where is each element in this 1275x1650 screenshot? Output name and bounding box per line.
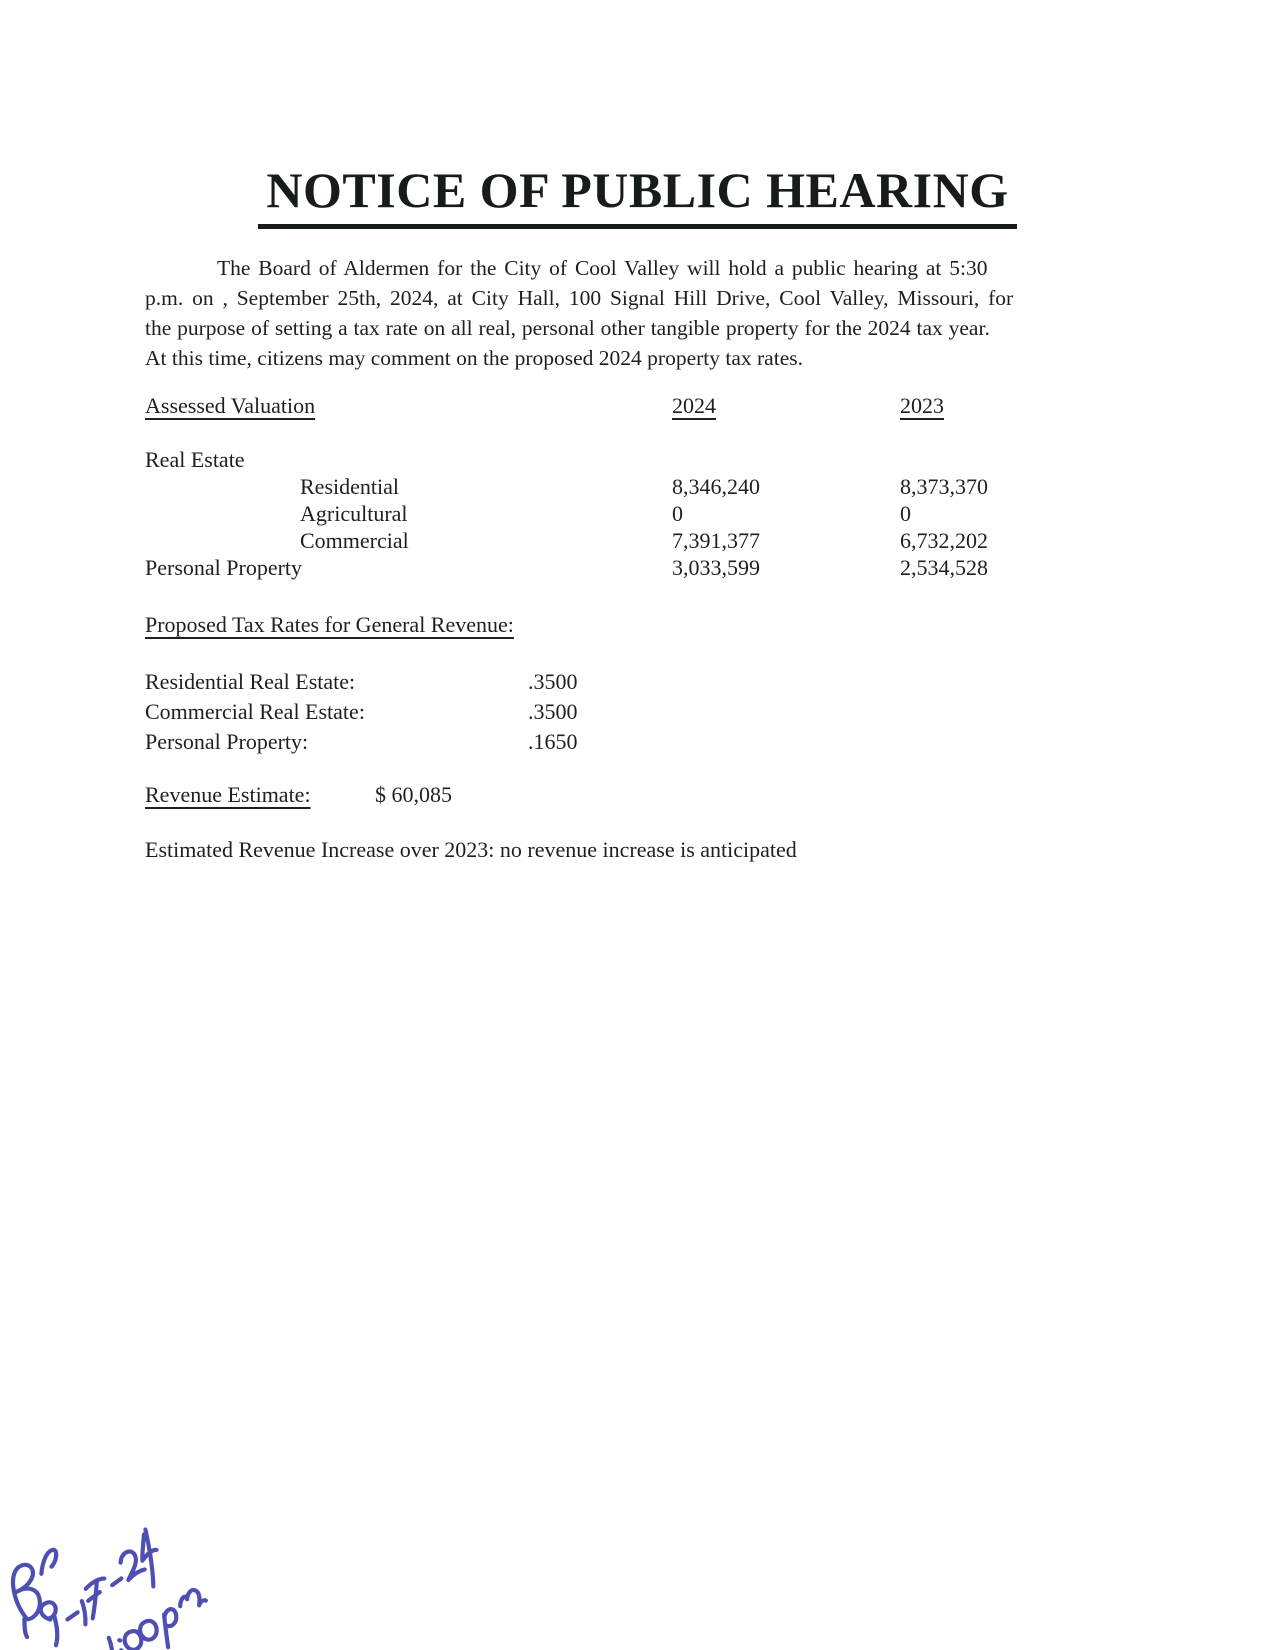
tax-rates-heading: Proposed Tax Rates for General Revenue: [145,612,514,637]
tax-rate-row [145,668,1205,695]
table-row [145,446,1205,473]
value-2024: 0 [672,501,683,526]
tax-rates-heading-row [145,611,1205,638]
revenue-increase-row [145,836,1205,863]
value-2023: 0 [900,501,911,526]
value-2024: 3,033,599 [672,555,760,580]
intro-line-4: At this time, citizens may comment on the proposed 2024 property tax rates. [145,346,803,370]
intro-line-3: the purpose of setting a tax rate on all real, personal other tangible property for the 2024 tax year. [145,316,990,340]
value-2024: 8,346,240 [672,474,760,499]
valuation-header-2024: 2024 [672,393,716,418]
rate-value: .3500 [528,699,578,724]
value-2023: 2,534,528 [900,555,988,580]
handwritten-note [6,1498,221,1650]
revenue-estimate-row [145,781,1205,808]
handwriting-icon [6,1498,221,1650]
intro-line-2: p.m. on , September 25th, 2024, at City Hall, 100 Signal Hill Drive, Cool Valley, Missouri, for [145,286,1014,310]
revenue-increase-note: Estimated Revenue Increase over 2023: no revenue increase is anticipated [145,837,797,862]
value-2023: 6,732,202 [900,528,988,553]
tax-rate-row [145,698,1205,725]
revenue-estimate-amount: $ 60,085 [375,782,452,807]
valuation-header-row [145,392,1205,419]
value-2023: 8,373,370 [900,474,988,499]
tax-rate-row [145,728,1205,755]
row-label: Real Estate [145,447,245,472]
row-label: Residential [300,474,399,499]
table-row [145,527,1205,554]
rate-value: .1650 [528,729,578,754]
intro-paragraph [145,253,1135,373]
rate-label: Commercial Real Estate: [145,699,365,724]
title-wrap [0,163,1275,229]
row-label: Agricultural [300,501,408,526]
valuation-header-2023: 2023 [900,393,944,418]
intro-line-1: The Board of Aldermen for the City of Cool Valley will hold a public hearing at 5:30 [217,256,988,280]
table-row [145,473,1205,500]
rate-label: Residential Real Estate: [145,669,356,694]
value-2024: 7,391,377 [672,528,760,553]
revenue-estimate-label: Revenue Estimate: [145,782,311,807]
rate-label: Personal Property: [145,729,309,754]
row-label: Commercial [300,528,409,553]
valuation-header-label: Assessed Valuation [145,393,316,418]
row-label: Personal Property [145,555,303,580]
rate-value: .3500 [528,669,578,694]
document-title: NOTICE OF PUBLIC HEARING [258,163,1016,229]
table-row [145,554,1205,581]
table-row [145,500,1205,527]
